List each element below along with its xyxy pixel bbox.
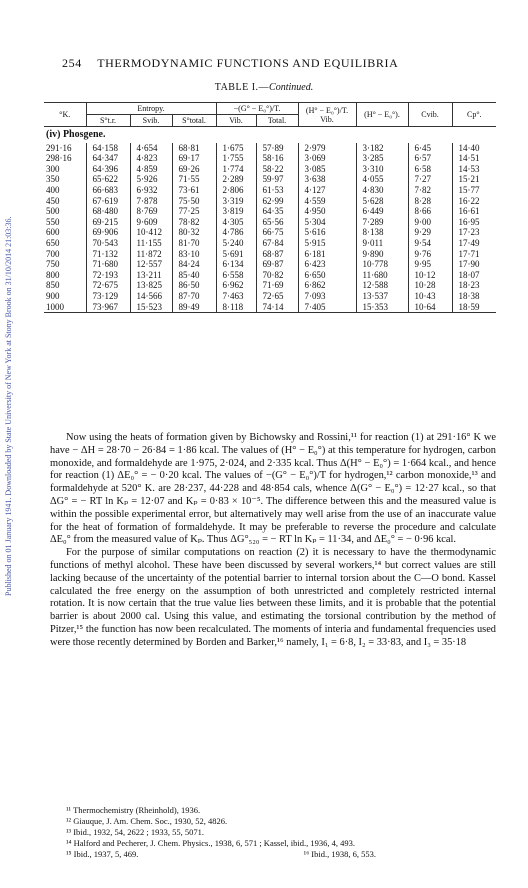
col-header-cp: Cp°. [452,103,496,127]
table-cell: 600 [46,227,60,238]
table-cell: 7·463 [216,291,256,302]
table-cell: 300 [46,163,60,174]
table-cell: 10·778 [356,259,408,270]
table-cell: 7·289 [356,217,408,228]
table-cell: 83·10 [172,249,216,260]
col-header-h-vib: (H° − E₀°)/T. Vib. [298,103,356,127]
table-cell: 9·00 [408,217,452,228]
table-cell: 298·16 [46,153,72,164]
table-cell: 4·859 [130,164,172,175]
table-title-continued: Continued. [269,82,314,93]
table-row [44,291,496,302]
table-cell: 291·16 [46,142,72,153]
table-cell: 61·53 [256,185,298,196]
table-cell: 450 [46,195,60,206]
table-cell: 7·093 [298,291,356,302]
table-cell: 4·127 [298,185,356,196]
table-cell: 67·84 [256,238,298,249]
col-header-s-tr: S°t.r. [86,115,130,127]
table-cell: 4·830 [356,185,408,196]
table-cell: 4·055 [356,174,408,185]
table-cell: 3·182 [356,143,408,154]
table-cell: 14·53 [452,164,496,175]
paragraph: For the purpose of similar computations on reaction (2) it is necessary to have the thermodynamic functions of methyl alcohol. These have been discussed by several workers,¹⁴ but correct values are still lacking because of the uncertainty of the potential barrier to internal torsion about the C—O bond. Kassel calculated the free energy on the assumption of both unrestricted and completely restricted internal rotation. It is now certain that the true value lies between these limits, and it is probable that the potential barrier is about 2000 cal. Using this value, and estimating the torsional contribution by the method of Pitzer,¹⁵ the function has now been recalculated. The moments of interia and fundamental frequencies used were those recently determined by Borden and Barker,¹⁶ namely, I₁ = 6·8, I₂ = 33·83, and I₃ = 35·18 [50,547,496,648]
table-cell: 500 [46,206,60,217]
table-cell: 6·423 [298,259,356,270]
table-cell: 8·769 [130,206,172,217]
table-cell: 80·32 [172,227,216,238]
table-cell: 1·755 [216,153,256,164]
table-cell: 71·69 [256,280,298,291]
table-cell: 6·58 [408,164,452,175]
footnote: ¹⁴ Halford and Pecherer, J. Chem. Physics., 1938, 6, 571 ; Kassel, ibid., 1936, 4, 493. [66,838,355,848]
table-cell: 12·557 [130,259,172,270]
table-cell: 14·51 [452,153,496,164]
table-title [0,82,528,93]
table-cell: 14·566 [130,291,172,302]
table-cell: 10·43 [408,291,452,302]
table-cell: 71·55 [172,174,216,185]
table-cell: 12·588 [356,280,408,291]
table-cell: 4·950 [298,206,356,217]
table-cell: 69·26 [172,164,216,175]
footnote-pair [50,849,496,860]
table-cell: 3·285 [356,153,408,164]
table-row [44,280,496,291]
table-cell: 8·66 [408,206,452,217]
table-cell: 70·543 [86,238,130,249]
table-cell: 6·57 [408,153,452,164]
table-cell: 71·132 [86,249,130,260]
table-cell: 18·23 [452,280,496,291]
table-cell: 10·412 [130,227,172,238]
table-cell: 70·82 [256,270,298,281]
table-cell: 8·28 [408,196,452,207]
table-cell: 11·680 [356,270,408,281]
table-cell: 7·405 [298,302,356,313]
table-body [44,127,496,313]
download-watermark: Published on 01 January 1941. Downloaded by State University of New York at Stony Brook on 31/10/2014 21:03:36. [4,216,13,596]
table-cell: 65·622 [86,174,130,185]
table-cell: 66·75 [256,227,298,238]
table-cell: 13·211 [130,270,172,281]
table-cell: 17·90 [452,259,496,270]
table-title-label: TABLE I.— [214,82,270,93]
table-cell: 4·305 [216,217,256,228]
table-cell: 10·12 [408,270,452,281]
paragraph: Now using the heats of formation given by Bichowsky and Rossini,¹¹ for reaction (1) at 291·16° K we have − ΔH = 28·70 − 26·84 = 1·86 kcal. The values of (H° − E₀°) at this temperature for hydrogen, carbon monoxide, and formaldehyde are 1·975, 2·024, and 2·335 kcal. Thus Δ(H° − E₀°) = 1·664 kcal., and hence for reaction (1) ΔE₀° = − 0·20 kcal. The values of −(G° − E₀°)/T for hydrogen,¹² carbon monoxide,¹³ and formaldehyde at 520° K. are 28·237, 44·228 and 48·854 cals, whence Δ(G° − E₀°) = 12·27 kcal., so that ΔG° = − RT ln Kₚ = 12·07 and Kₚ = 0·83 × 10⁻⁵. The difference between this and the measured value is within the possible experimental error, but alternatively may well arise from the use of an inaccurate value for the heat of formation of formaldehyde. It may be preferable to reverse the procedure and calculate ΔE₀° from the measured value of Kₚ. Thus ΔG°₅₂₀ = − RT ln Kₚ = 11·34, and ΔE₀° = − 0·96 kcal. [50,432,496,546]
table-cell: 1·675 [216,143,256,154]
table-cell: 400 [46,184,60,195]
table-cell: 9·54 [408,238,452,249]
table-cell: 9·890 [356,249,408,260]
table-cell: 85·40 [172,270,216,281]
table-cell: 67·619 [86,196,130,207]
table-cell: 800 [46,269,60,280]
table-cell: 18·07 [452,270,496,281]
table-cell: 13·537 [356,291,408,302]
table-cell: 17·23 [452,227,496,238]
footnotes [50,805,496,860]
table-row [44,217,496,228]
table-cell: 9·609 [130,217,172,228]
table-cell: 550 [46,216,60,227]
table-cell: 66·683 [86,185,130,196]
table-cell: 10·28 [408,280,452,291]
table-cell: 15·77 [452,185,496,196]
table-cell: 68·480 [86,206,130,217]
table-cell: 5·915 [298,238,356,249]
running-title: THERMODYNAMIC FUNCTIONS AND EQUILIBRIA [97,56,399,70]
table-cell: 6·962 [216,280,256,291]
table-cell: 75·50 [172,196,216,207]
table-cell: 18·59 [452,302,496,313]
table-cell: 58·22 [256,164,298,175]
table-cell: 86·50 [172,280,216,291]
table-cell: 5·691 [216,249,256,260]
table-cell: 77·25 [172,206,216,217]
table-cell: 10·64 [408,302,452,313]
table-cell: 64·347 [86,153,130,164]
table-cell: 78·82 [172,217,216,228]
table-cell: 6·45 [408,143,452,154]
table-cell: 74·14 [256,302,298,313]
table-cell: 72·675 [86,280,130,291]
table-cell: 72·193 [86,270,130,281]
table-cell: 15·353 [356,302,408,313]
col-header-vib: Vib. [216,115,256,127]
table-cell: 9·95 [408,259,452,270]
table-cell: 15·21 [452,174,496,185]
footnote: ¹³ Ibid., 1932, 54, 2622 ; 1933, 55, 5071. [66,827,205,837]
table-cell: 73·61 [172,185,216,196]
col-header-free-energy: −(G° − E₀°)/T. [216,103,298,115]
table-cell: 16·95 [452,217,496,228]
table-cell: 8·138 [356,227,408,238]
running-header [62,56,502,71]
table-cell: 4·786 [216,227,256,238]
table-cell: 2·806 [216,185,256,196]
table-cell: 9·29 [408,227,452,238]
table-cell: 3·819 [216,206,256,217]
table-cell: 7·82 [408,185,452,196]
table-cell: 1000 [44,302,86,313]
table-cell: 6·932 [130,185,172,196]
table-cell: 7·27 [408,174,452,185]
table-cell: 65·56 [256,217,298,228]
table-cell: 84·24 [172,259,216,270]
table-cell: 5·304 [298,217,356,228]
table-cell: 18·38 [452,291,496,302]
footnote: ¹⁶ Ibid., 1938, 6, 553. [303,849,376,859]
col-header-temperature: °K. [44,103,86,127]
table-cell: 750 [46,259,60,270]
col-header-cvib: Cvib. [408,103,452,127]
table-row [44,259,496,270]
table-cell: 71·680 [86,259,130,270]
table-cell: 6·558 [216,270,256,281]
table-cell: 3·310 [356,164,408,175]
col-header-h-e: (H° − E₀°). [356,103,408,127]
table-cell: 4·654 [130,143,172,154]
table-cell: 17·49 [452,238,496,249]
table-cell: 62·99 [256,196,298,207]
body-text [50,432,496,650]
table-cell: 72·65 [256,291,298,302]
table-cell: 4·823 [130,153,172,164]
table-cell: 350 [46,174,60,185]
table-row [44,143,496,154]
table-cell: 69·906 [86,227,130,238]
footnote: ¹⁵ Ibid., 1937, 5, 469. [66,849,139,859]
table-cell: 64·396 [86,164,130,175]
col-header-total: Total. [256,115,298,127]
table-cell: 64·158 [86,143,130,154]
table-cell: 16·22 [452,196,496,207]
table-cell: 11·872 [130,249,172,260]
table-cell: 81·70 [172,238,216,249]
table-cell: 8·118 [216,302,256,313]
table-cell: 58·16 [256,153,298,164]
table-cell: 5·616 [298,227,356,238]
table-row [44,227,496,238]
table-row [44,270,496,281]
table-cell: 850 [46,280,60,291]
table-cell: 5·926 [130,174,172,185]
table-row [44,302,496,313]
table-cell: 11·155 [130,238,172,249]
col-header-entropy: Entropy. [86,103,216,115]
table-cell: 13·825 [130,280,172,291]
footnote: ¹² Giauque, J. Am. Chem. Soc., 1930, 52, 4826. [66,816,228,826]
table-cell: 1·774 [216,164,256,175]
table-cell: 73·967 [86,302,130,313]
section-heading: (iv) Phosgene. [44,127,496,143]
table-row [44,153,496,164]
data-table [44,102,496,313]
table-cell: 68·87 [256,249,298,260]
col-header-s-vib: Svib. [130,115,172,127]
table-cell: 7·878 [130,196,172,207]
table-row [44,174,496,185]
table-cell: 9·76 [408,249,452,260]
col-header-s-total: S°total. [172,115,216,127]
table-cell: 2·979 [298,143,356,154]
table-cell: 6·134 [216,259,256,270]
table-cell: 15·523 [130,302,172,313]
table-row [44,206,496,217]
table-cell: 3·638 [298,174,356,185]
table-cell: 6·181 [298,249,356,260]
table-row [44,249,496,260]
table-cell: 69·87 [256,259,298,270]
table-cell: 73·129 [86,291,130,302]
table-cell: 700 [46,248,60,259]
table-cell: 69·17 [172,153,216,164]
footnote: ¹¹ Thermochemistry (Rheinhold), 1936. [66,805,201,815]
table-cell: 3·069 [298,153,356,164]
table-cell: 59·97 [256,174,298,185]
table-cell: 69·215 [86,217,130,228]
table-cell: 9·011 [356,238,408,249]
table-cell: 64·35 [256,206,298,217]
table-cell: 68·81 [172,143,216,154]
table-cell: 5·240 [216,238,256,249]
table-cell: 89·49 [172,302,216,313]
table-row [44,238,496,249]
table-cell: 650 [46,237,60,248]
table-cell: 87·70 [172,291,216,302]
table-cell: 6·862 [298,280,356,291]
table-cell: 17·71 [452,249,496,260]
table-cell: 2·289 [216,174,256,185]
table-cell: 57·89 [256,143,298,154]
table-cell: 6·449 [356,206,408,217]
table-cell: 5·628 [356,196,408,207]
table-cell: 16·61 [452,206,496,217]
table-cell: 3·085 [298,164,356,175]
table-cell: 6·650 [298,270,356,281]
table-row [44,196,496,207]
page-number: 254 [62,56,82,70]
table-row [44,164,496,175]
table-cell: 900 [46,290,60,301]
table-cell: 3·319 [216,196,256,207]
table-cell: 14·40 [452,143,496,154]
table-row [44,185,496,196]
table-cell: 4·559 [298,196,356,207]
